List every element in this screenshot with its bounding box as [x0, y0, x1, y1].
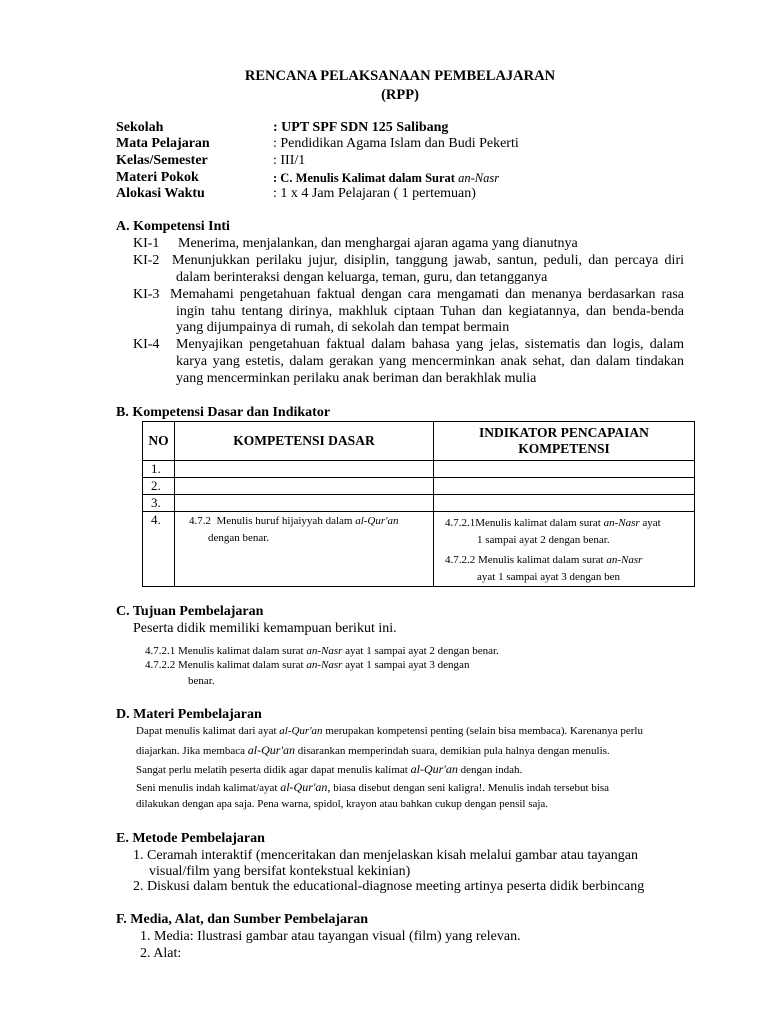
- table-row: [143, 461, 695, 478]
- method-item-2: 2. Diskusi dalam bentuk the educational-diagnose meeting artinya peserta didik berbincang: [133, 879, 645, 894]
- identity-label-time: Alokasi Waktu: [116, 186, 205, 201]
- row-kd: [175, 495, 434, 512]
- table-header-row: [143, 422, 695, 461]
- row-no: 3.: [143, 495, 175, 512]
- identity-value-school: : UPT SPF SDN 125 Salibang: [273, 120, 449, 135]
- ki3-line1: Memahami pengetahuan faktual dengan cara mengamati dan menanya berdasarkan rasa: [170, 287, 684, 302]
- section-c-intro: Peserta didik memiliki kemampuan berikut ini.: [133, 621, 397, 636]
- section-a-heading: A. Kompetensi Inti: [116, 219, 230, 234]
- row-indicator: 4.7.2.1Menulis kalimat dalam surat an-Nasr ayat 1 sampai ayat 2 dengan benar. 4.7.2.2 Menulis kalimat dalam surat an-Nasr ayat 1 sampai ayat 3 dengan ben: [434, 512, 695, 587]
- document-title: RENCANA PELAKSANAAN PEMBELAJARAN: [244, 68, 556, 84]
- objective-item-2-cont: benar.: [188, 675, 215, 687]
- col-kd-header: KOMPETENSI DASAR: [175, 422, 434, 461]
- ki2-line1: Menunjukkan perilaku jujur, disiplin, tanggung jawab, santun, peduli, dan percaya diri: [172, 253, 684, 268]
- row-no: 1.: [143, 461, 175, 478]
- material-line-5: dilakukan dengan apa saja. Pena warna, spidol, krayon atau bahkan cukup dengan pensil saja.: [136, 798, 549, 810]
- ki2-code: KI-2: [133, 253, 160, 268]
- ki4-line3: yang mencerminkan perilaku anak beriman dan berakhlak mulia: [176, 371, 537, 386]
- material-line-4: Seni menulis indah kalimat/ayat al-Qur'an, biasa disebut dengan seni kaligra!. Menulis indah tersebut bisa: [136, 780, 610, 794]
- ki4-line2: karya yang estetis, dalam gerakan yang mencerminkan anak sehat, dan dalam tindakan: [176, 354, 684, 369]
- material-line-1: Dapat menulis kalimat dari ayat al-Qur'an merupakan kompetensi penting (selain bisa membaca). Karenanya perlu: [136, 725, 643, 737]
- competency-table: [142, 421, 695, 587]
- ki4-line1: Menyajikan pengetahuan faktual dalam bahasa yang jelas, sistematis dan logis, dalam: [176, 337, 684, 352]
- ki3-code: KI-3: [133, 287, 160, 302]
- identity-label-topic: Materi Pokok: [116, 170, 199, 185]
- identity-value-subject: : Pendidikan Agama Islam dan Budi Pekerti: [273, 136, 519, 151]
- media-item-1: 1. Media: Ilustrasi gambar atau tayangan visual (film) yang relevan.: [140, 929, 521, 944]
- identity-label-school: Sekolah: [116, 120, 164, 135]
- ki3-line3: yang dijumpainya di rumah, di sekolah dan tempat bermain: [176, 320, 510, 335]
- material-line-2: diajarkan. Jika membaca al-Qur'an disarankan memperindah suara, demikian pula halnya dengan menulis.: [136, 743, 610, 757]
- row-no: 2.: [143, 478, 175, 495]
- media-item-2: 2. Alat:: [140, 946, 182, 961]
- table-row: [143, 478, 695, 495]
- ki1-text: Menerima, menjalankan, dan menghargai ajaran agama yang dianutnya: [178, 236, 578, 251]
- row-indicator: [434, 495, 695, 512]
- col-indicator-header: INDIKATOR PENCAPAIAN KOMPETENSI: [434, 422, 695, 461]
- section-e-heading: E. Metode Pembelajaran: [116, 831, 265, 846]
- ki1-code: KI-1: [133, 236, 160, 251]
- identity-value-class: : III/1: [273, 153, 306, 168]
- identity-value-time: : 1 x 4 Jam Pelajaran ( 1 pertemuan): [273, 186, 476, 201]
- row-kd: [175, 478, 434, 495]
- row-kd: 4.7.2 Menulis huruf hijaiyyah dalam al-Qur'an dengan benar.: [175, 512, 434, 587]
- section-c-heading: C. Tujuan Pembelajaran: [116, 604, 264, 619]
- row-kd: [175, 461, 434, 478]
- row-no: 4.: [143, 512, 175, 587]
- ki2-line2: dalam berinteraksi dengan keluarga, teman, guru, dan tetangganya: [176, 270, 548, 285]
- col-no-header: NO: [143, 422, 175, 461]
- identity-label-subject: Mata Pelajaran: [116, 136, 210, 151]
- section-b-heading: B. Kompetensi Dasar dan Indikator: [116, 405, 331, 420]
- ki4-code: KI-4: [133, 337, 160, 352]
- ki3-line2: ingin tahu tentang dirinya, makhluk ciptaan Tuhan dan kegiatannya, dan benda-benda: [176, 304, 684, 319]
- table-row: [143, 512, 695, 587]
- objective-item-2: 4.7.2.2 Menulis kalimat dalam surat an-Nasr ayat 1 sampai ayat 3 dengan: [145, 659, 470, 671]
- document-subtitle: (RPP): [381, 87, 419, 103]
- section-d-heading: D. Materi Pembelajaran: [116, 707, 262, 722]
- method-item-1: 1. Ceramah interaktif (menceritakan dan menjelaskan kisah melalui gambar atau tayangan: [133, 848, 638, 863]
- section-f-heading: F. Media, Alat, dan Sumber Pembelajaran: [116, 912, 369, 927]
- objective-item-1: 4.7.2.1 Menulis kalimat dalam surat an-Nasr ayat 1 sampai ayat 2 dengan benar.: [145, 645, 499, 657]
- row-indicator: [434, 478, 695, 495]
- identity-label-class: Kelas/Semester: [116, 153, 208, 168]
- row-indicator: [434, 461, 695, 478]
- material-line-3: Sangat perlu melatih peserta didik agar dapat menulis kalimat al-Qur'an dengan indah.: [136, 762, 523, 776]
- method-item-1-cont: visual/film yang bersifat kontekstual kekinian): [149, 864, 411, 879]
- identity-value-topic: : C. Menulis Kalimat dalam Surat an-Nasr: [273, 171, 500, 185]
- table-row: [143, 495, 695, 512]
